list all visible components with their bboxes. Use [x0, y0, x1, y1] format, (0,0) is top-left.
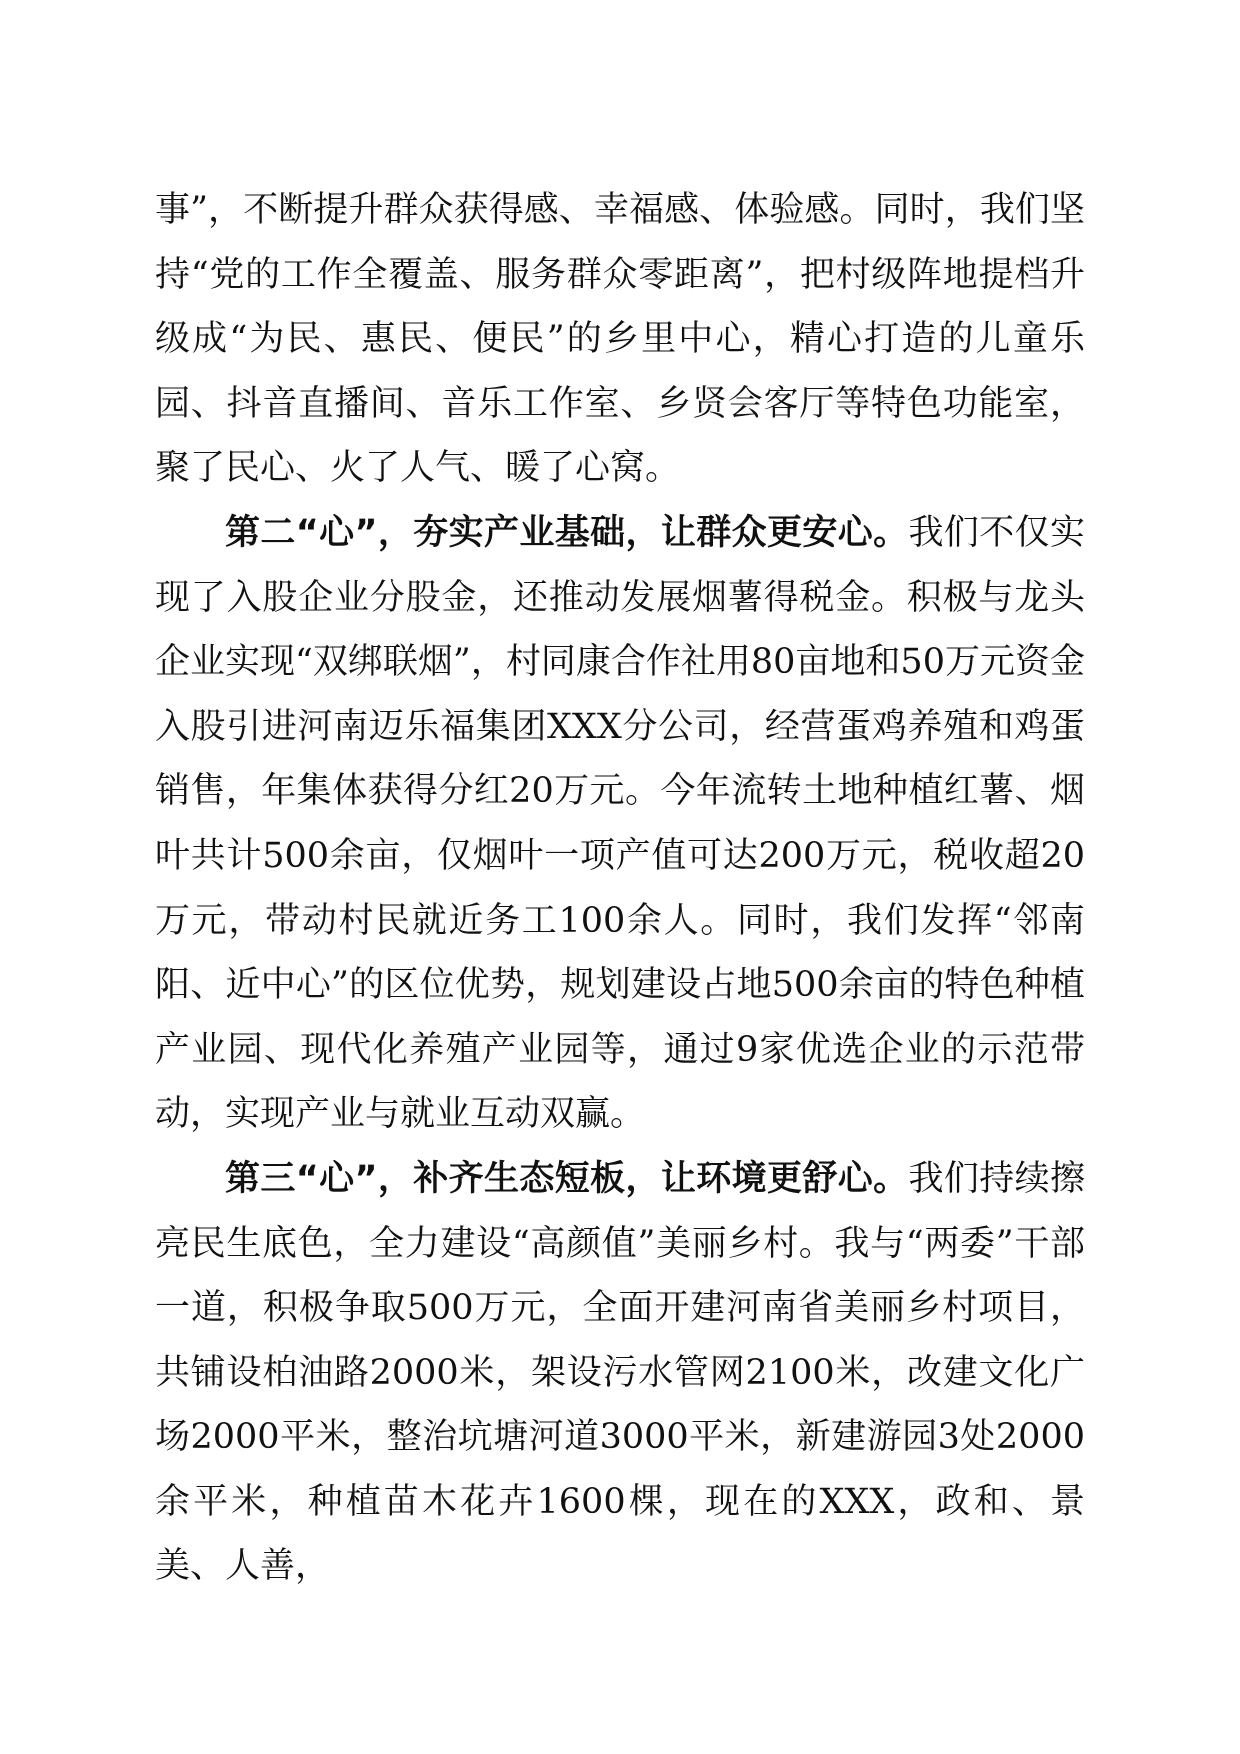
paragraph-2: [155, 501, 1085, 1147]
paragraph-1: [155, 178, 1085, 501]
paragraph-2-text: 我们不仅实现了入股企业分股金，还推动发展烟薯得税金。积极与龙头企业实现“双绑联烟”，村同康合作社用80亩地和50万元资金入股引进河南迈乐福集团XXX分公司，经营蛋鸡养殖和鸡蛋销售，年集体获得分红20万元。今年流转土地种植红薯、烟叶共计500余亩，仅烟叶一项产值可达200万元，税收超20万元，带动村民就近务工100余人。同时，我们发挥“邻南阳、近中心”的区位优势，规划建设占地500余亩的特色种植产业园、现代化养殖产业园等，通过9家优选企业的示范带动，实现产业与就业互动双赢。: [155, 512, 1085, 1135]
paragraph-3-text: 我们持续擦亮民生底色，全力建设“高颜值”美丽乡村。我与“两委”干部一道，积极争取500万元，全面开建河南省美丽乡村项目，共铺设柏油路2000米，架设污水管网2100米，改建文化广场2000平米，整治坑塘河道3000平米，新建游园3处2000余平米，种植苗木花卉1600棵，现在的XXX，政和、景美、人善，: [155, 1158, 1085, 1587]
paragraph-3: [155, 1147, 1085, 1599]
paragraph-1-text: 事”，不断提升群众获得感、幸福感、体验感。同时，我们坚持“党的工作全覆盖、服务群众零距离”，把村级阵地提档升级成“为民、惠民、便民”的乡里中心，精心打造的儿童乐园、抖音直播间、音乐工作室、乡贤会客厅等特色功能室，聚了民心、火了人气、暖了心窝。: [155, 190, 1085, 489]
document-body: [155, 178, 1085, 1599]
paragraph-2-heading: 第二“心”，夯实产业基础，让群众更安心。: [225, 512, 909, 553]
paragraph-3-heading: 第三“心”，补齐生态短板，让环境更舒心。: [225, 1158, 909, 1199]
